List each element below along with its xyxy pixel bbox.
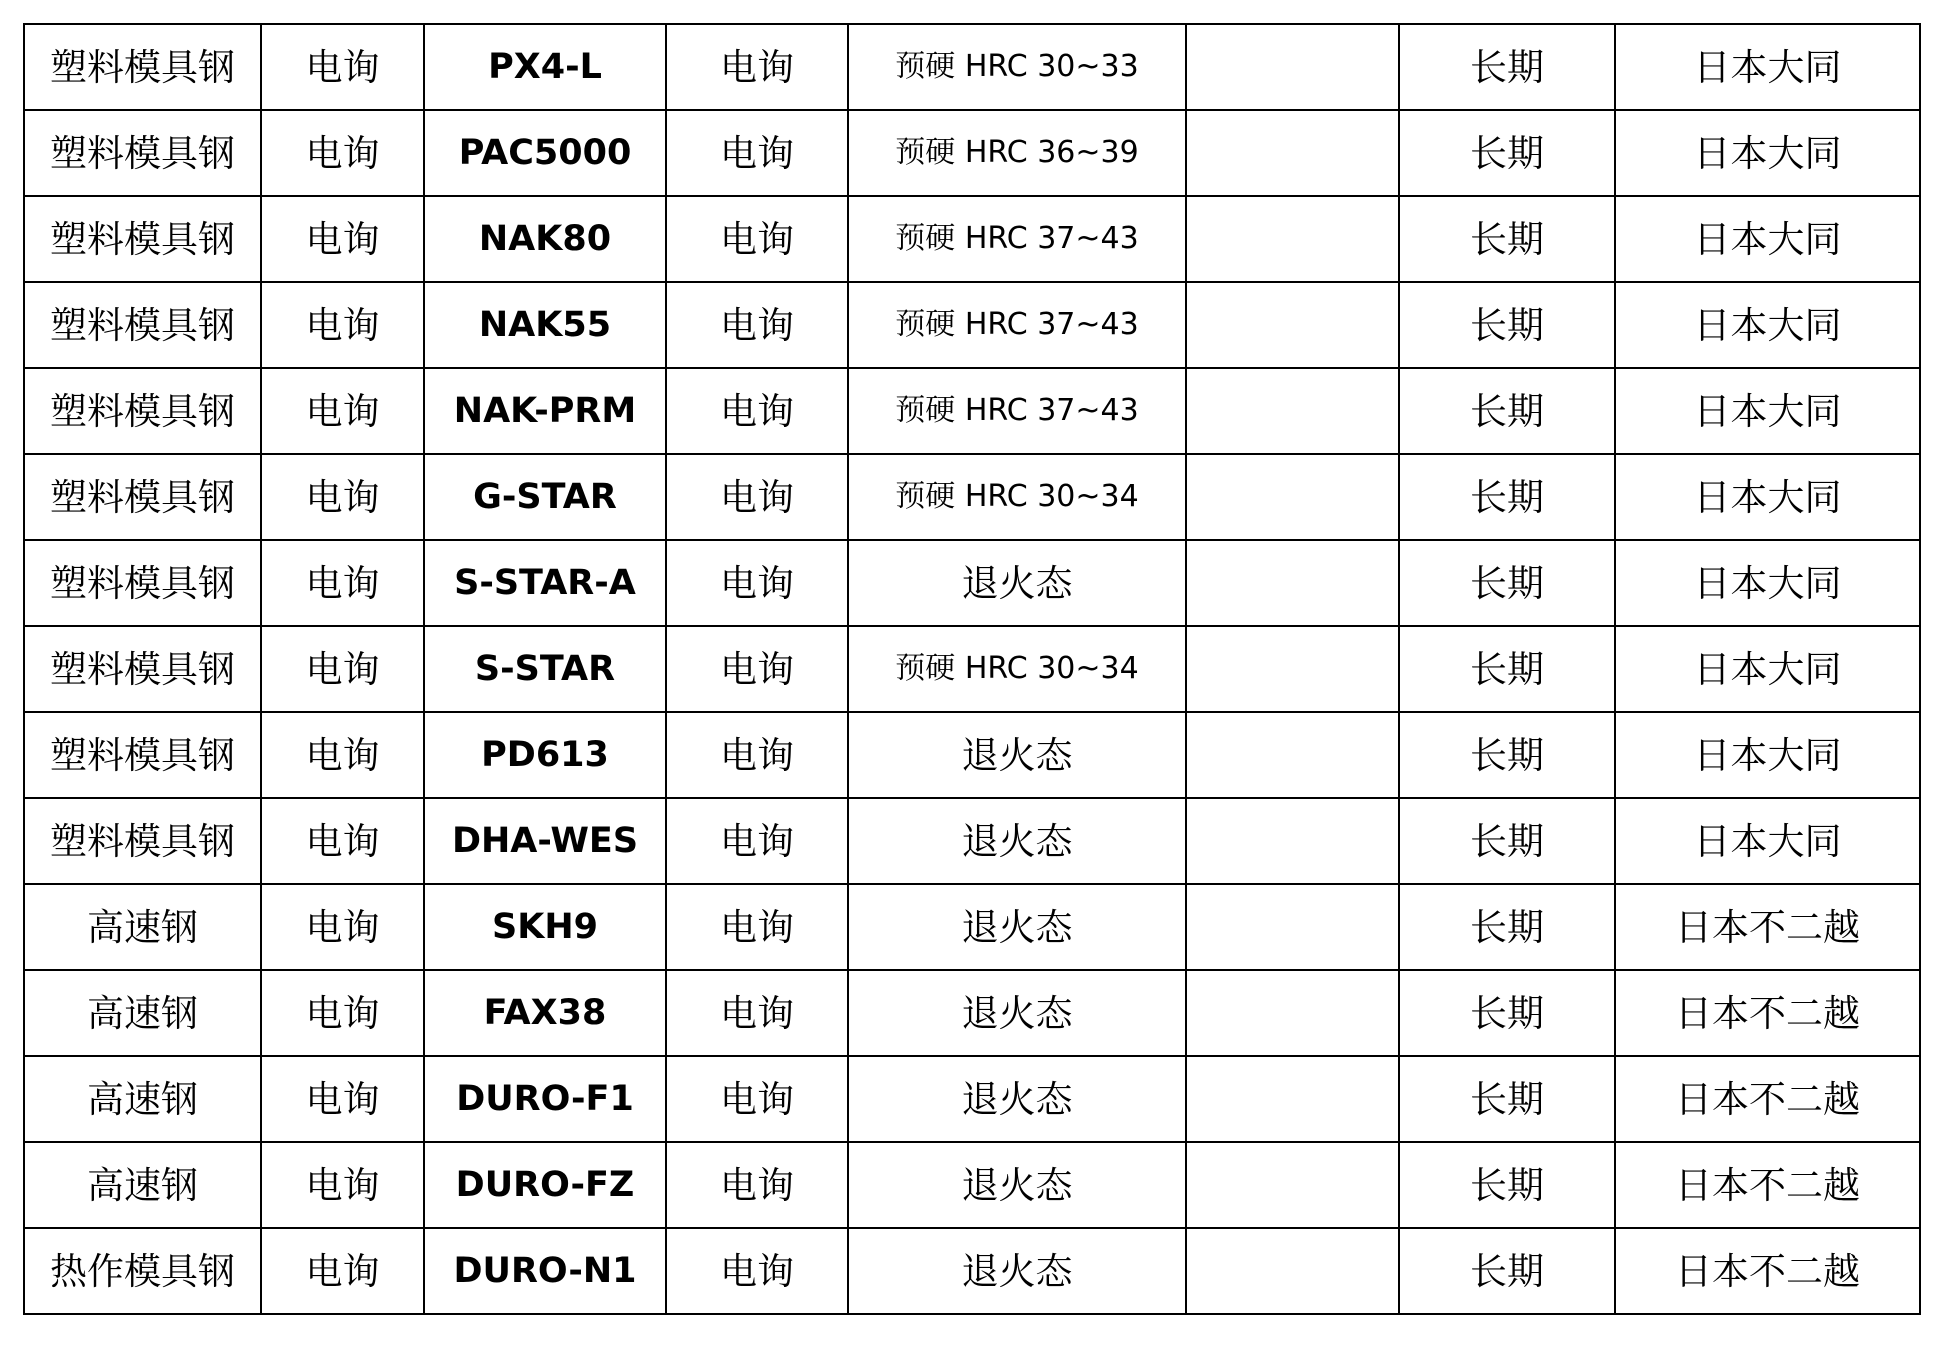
stock-cell: 电询 bbox=[666, 1142, 848, 1228]
origin-cell: 日本不二越 bbox=[1615, 884, 1920, 970]
origin-cell: 日本大同 bbox=[1615, 282, 1920, 368]
stock-cell: 电询 bbox=[666, 1228, 848, 1314]
empty-cell bbox=[1186, 368, 1399, 454]
period-cell: 长期 bbox=[1399, 884, 1615, 970]
period-cell: 长期 bbox=[1399, 368, 1615, 454]
grade-cell: DHA-WES bbox=[424, 798, 666, 884]
table-row bbox=[24, 1056, 1920, 1142]
price-cell: 电询 bbox=[261, 282, 424, 368]
table-row bbox=[24, 1228, 1920, 1314]
stock-cell: 电询 bbox=[666, 368, 848, 454]
price-cell: 电询 bbox=[261, 454, 424, 540]
origin-cell: 日本不二越 bbox=[1615, 1228, 1920, 1314]
period-cell: 长期 bbox=[1399, 282, 1615, 368]
grade-cell: FAX38 bbox=[424, 970, 666, 1056]
origin-cell: 日本大同 bbox=[1615, 368, 1920, 454]
table-row bbox=[24, 884, 1920, 970]
stock-cell: 电询 bbox=[666, 970, 848, 1056]
period-cell: 长期 bbox=[1399, 626, 1615, 712]
price-cell: 电询 bbox=[261, 110, 424, 196]
stock-cell: 电询 bbox=[666, 24, 848, 110]
empty-cell bbox=[1186, 24, 1399, 110]
empty-cell bbox=[1186, 884, 1399, 970]
grade-cell: NAK55 bbox=[424, 282, 666, 368]
price-cell: 电询 bbox=[261, 712, 424, 798]
grade-cell: S-STAR-A bbox=[424, 540, 666, 626]
condition-cell: 预硬 HRC 30~33 bbox=[848, 24, 1186, 110]
origin-cell: 日本不二越 bbox=[1615, 1142, 1920, 1228]
price-cell: 电询 bbox=[261, 626, 424, 712]
condition-cell: 退火态 bbox=[848, 798, 1186, 884]
empty-cell bbox=[1186, 1142, 1399, 1228]
category-cell: 高速钢 bbox=[24, 1142, 261, 1228]
condition-cell: 退火态 bbox=[848, 1056, 1186, 1142]
condition-cell: 退火态 bbox=[848, 712, 1186, 798]
origin-cell: 日本不二越 bbox=[1615, 1056, 1920, 1142]
grade-cell: S-STAR bbox=[424, 626, 666, 712]
category-cell: 塑料模具钢 bbox=[24, 798, 261, 884]
empty-cell bbox=[1186, 454, 1399, 540]
empty-cell bbox=[1186, 798, 1399, 884]
empty-cell bbox=[1186, 1056, 1399, 1142]
origin-cell: 日本大同 bbox=[1615, 626, 1920, 712]
category-cell: 高速钢 bbox=[24, 1056, 261, 1142]
price-cell: 电询 bbox=[261, 196, 424, 282]
table-row bbox=[24, 368, 1920, 454]
empty-cell bbox=[1186, 712, 1399, 798]
category-cell: 塑料模具钢 bbox=[24, 110, 261, 196]
category-cell: 高速钢 bbox=[24, 884, 261, 970]
condition-cell: 预硬 HRC 30~34 bbox=[848, 454, 1186, 540]
category-cell: 塑料模具钢 bbox=[24, 368, 261, 454]
grade-cell: DURO-N1 bbox=[424, 1228, 666, 1314]
stock-cell: 电询 bbox=[666, 282, 848, 368]
condition-cell: 预硬 HRC 37~43 bbox=[848, 368, 1186, 454]
table-row bbox=[24, 1142, 1920, 1228]
table-row bbox=[24, 970, 1920, 1056]
stock-cell: 电询 bbox=[666, 196, 848, 282]
origin-cell: 日本大同 bbox=[1615, 24, 1920, 110]
condition-cell: 退火态 bbox=[848, 970, 1186, 1056]
stock-cell: 电询 bbox=[666, 110, 848, 196]
stock-cell: 电询 bbox=[666, 712, 848, 798]
empty-cell bbox=[1186, 626, 1399, 712]
price-cell: 电询 bbox=[261, 368, 424, 454]
category-cell: 塑料模具钢 bbox=[24, 626, 261, 712]
grade-cell: PD613 bbox=[424, 712, 666, 798]
price-cell: 电询 bbox=[261, 1228, 424, 1314]
category-cell: 塑料模具钢 bbox=[24, 454, 261, 540]
condition-cell: 预硬 HRC 30~34 bbox=[848, 626, 1186, 712]
price-cell: 电询 bbox=[261, 970, 424, 1056]
category-cell: 热作模具钢 bbox=[24, 1228, 261, 1314]
condition-cell: 预硬 HRC 36~39 bbox=[848, 110, 1186, 196]
table-row bbox=[24, 798, 1920, 884]
grade-cell: SKH9 bbox=[424, 884, 666, 970]
stock-cell: 电询 bbox=[666, 540, 848, 626]
category-cell: 高速钢 bbox=[24, 970, 261, 1056]
price-cell: 电询 bbox=[261, 1142, 424, 1228]
price-cell: 电询 bbox=[261, 884, 424, 970]
table-row bbox=[24, 454, 1920, 540]
table-body bbox=[24, 24, 1920, 1314]
empty-cell bbox=[1186, 540, 1399, 626]
stock-cell: 电询 bbox=[666, 626, 848, 712]
period-cell: 长期 bbox=[1399, 24, 1615, 110]
condition-cell: 退火态 bbox=[848, 540, 1186, 626]
origin-cell: 日本大同 bbox=[1615, 110, 1920, 196]
table-row bbox=[24, 626, 1920, 712]
period-cell: 长期 bbox=[1399, 1142, 1615, 1228]
origin-cell: 日本不二越 bbox=[1615, 970, 1920, 1056]
price-cell: 电询 bbox=[261, 540, 424, 626]
period-cell: 长期 bbox=[1399, 970, 1615, 1056]
table-row bbox=[24, 712, 1920, 798]
empty-cell bbox=[1186, 282, 1399, 368]
grade-cell: NAK-PRM bbox=[424, 368, 666, 454]
empty-cell bbox=[1186, 196, 1399, 282]
grade-cell: DURO-F1 bbox=[424, 1056, 666, 1142]
grade-cell: DURO-FZ bbox=[424, 1142, 666, 1228]
category-cell: 塑料模具钢 bbox=[24, 712, 261, 798]
category-cell: 塑料模具钢 bbox=[24, 540, 261, 626]
table-row bbox=[24, 282, 1920, 368]
stock-cell: 电询 bbox=[666, 798, 848, 884]
category-cell: 塑料模具钢 bbox=[24, 282, 261, 368]
period-cell: 长期 bbox=[1399, 540, 1615, 626]
price-cell: 电询 bbox=[261, 798, 424, 884]
stock-cell: 电询 bbox=[666, 454, 848, 540]
product-table bbox=[23, 23, 1921, 1315]
grade-cell: NAK80 bbox=[424, 196, 666, 282]
condition-cell: 退火态 bbox=[848, 884, 1186, 970]
origin-cell: 日本大同 bbox=[1615, 196, 1920, 282]
empty-cell bbox=[1186, 110, 1399, 196]
price-cell: 电询 bbox=[261, 24, 424, 110]
condition-cell: 退火态 bbox=[848, 1142, 1186, 1228]
condition-cell: 退火态 bbox=[848, 1228, 1186, 1314]
period-cell: 长期 bbox=[1399, 798, 1615, 884]
grade-cell: PAC5000 bbox=[424, 110, 666, 196]
empty-cell bbox=[1186, 1228, 1399, 1314]
table-row bbox=[24, 196, 1920, 282]
empty-cell bbox=[1186, 970, 1399, 1056]
stock-cell: 电询 bbox=[666, 884, 848, 970]
origin-cell: 日本大同 bbox=[1615, 454, 1920, 540]
stock-cell: 电询 bbox=[666, 1056, 848, 1142]
table-row bbox=[24, 540, 1920, 626]
period-cell: 长期 bbox=[1399, 1228, 1615, 1314]
category-cell: 塑料模具钢 bbox=[24, 24, 261, 110]
price-cell: 电询 bbox=[261, 1056, 424, 1142]
period-cell: 长期 bbox=[1399, 454, 1615, 540]
origin-cell: 日本大同 bbox=[1615, 540, 1920, 626]
table-row bbox=[24, 110, 1920, 196]
period-cell: 长期 bbox=[1399, 110, 1615, 196]
period-cell: 长期 bbox=[1399, 712, 1615, 798]
grade-cell: PX4-L bbox=[424, 24, 666, 110]
condition-cell: 预硬 HRC 37~43 bbox=[848, 282, 1186, 368]
period-cell: 长期 bbox=[1399, 1056, 1615, 1142]
condition-cell: 预硬 HRC 37~43 bbox=[848, 196, 1186, 282]
origin-cell: 日本大同 bbox=[1615, 798, 1920, 884]
origin-cell: 日本大同 bbox=[1615, 712, 1920, 798]
period-cell: 长期 bbox=[1399, 196, 1615, 282]
grade-cell: G-STAR bbox=[424, 454, 666, 540]
table-row bbox=[24, 24, 1920, 110]
category-cell: 塑料模具钢 bbox=[24, 196, 261, 282]
